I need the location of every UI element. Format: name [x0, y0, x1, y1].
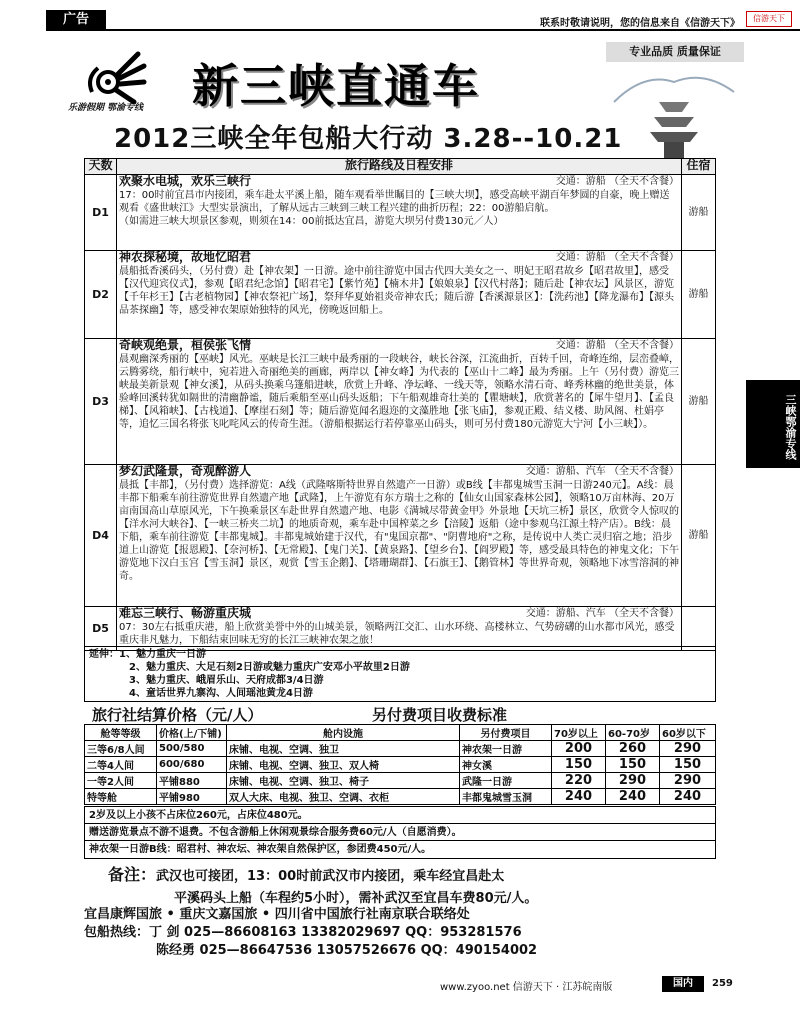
contact-block: [84, 906, 537, 960]
spiral-hand-logo-icon: [78, 48, 148, 106]
footer-section: 国内: [662, 976, 704, 992]
day-body: 晨船抵香溪码头，（另付费）赴【神农架】一日游。途中前往游览中国古代四大美女之一、明妃王昭君故乡【昭君故里】，感受【汉代迎宾仪式】，参观【昭君纪念馆】【昭君宅】【紫竹苑】【楠木井】【娘娘泉】【汉代村落】；随后赴【神农坛】风景区，游览【千年杉王】【古老植物园】【神农祭祀广场】，祭拜华夏始祖炎帝神农氏；随后游【香溪源景区】：【洗药池】【降龙瀑布】【源头品茶探幽】等，感受神农架原始独特的风光，傍晚返回船上。: [119, 266, 674, 316]
remark-label: 备注：: [108, 865, 157, 884]
day-body: 晨观幽深秀丽的【巫峡】风光。巫峡是长江三峡中最秀丽的一段峡谷，峡长谷深，江流曲折，百转千回，奇峰连绵，层峦叠嶂，云腾雾绕，船行峡中，宛若进入奇丽绝美的画廊，两岸以【神女峰】为代表的【巫山十二峰】最为秀丽。上午（另付费）游览三峡最美新景观【神女溪】，从码头换乘乌篷船进峡，欣赏上升峰、净坛峰、一线天等，领略水清石奇、峰秀林幽的绝世美景，体验峰回溪转犹如隔世的清幽静谧，随后乘船至巫山码头返船；下午船观雄奇壮美的【瞿塘峡】，欣赏著名的【犀牛望月】、【孟良梯】、【风箱峡】、【古栈道】、【摩崖石刻】等；随后游览闻名遐迩的文藻胜地【张飞庙】，参观正殿、结义楼、助风阁、杜娟亭等，追忆三国名将张飞叱咤风云的传奇生涯。（游船根据运行若停靠巫山码头，则可另付费180元游览大宁河【小三峡】）。: [119, 354, 679, 430]
day-stay: [682, 607, 716, 651]
main-title: 新三峡直通车: [192, 59, 480, 113]
price-60-70: 150: [606, 757, 660, 773]
price-under60: 150: [660, 757, 716, 773]
page-number: 259: [712, 978, 733, 989]
day-transport: 交通：游船、汽车 （全天不含餐）: [525, 608, 679, 619]
price-notes: [84, 806, 716, 859]
day-stay: 游船: [682, 339, 716, 465]
price-header: 70岁以上: [552, 725, 606, 741]
price-70plus: 200: [552, 741, 606, 757]
extension-item: 4、童话世界九寨沟、人间瑶池黄龙4日游: [129, 688, 313, 699]
day-stay: 游船: [682, 175, 716, 251]
price-header: 60岁以下: [660, 725, 716, 741]
ad-tag: 广告: [46, 10, 106, 30]
day-body: 07：30左右抵重庆港，船上欣赏美誉中外的山城美景，领略两江交汇、山水环绕、高楼林立、气势磅礴的山水都市风光，感受重庆非凡魅力，下船结束回味无穷的长江三峡神农架之旅！: [119, 622, 675, 646]
price-header: 舱内设施: [227, 725, 460, 741]
extension-item: 2、魅力重庆、大足石刻2日游或魅力重庆广安邓小平故里2日游: [129, 662, 410, 673]
day-title: 难忘三峡行、畅游重庆城: [119, 606, 252, 620]
cabin-facilities: 床铺、电视、空调、独卫、椅子: [227, 773, 460, 789]
price-header: 舱等等级: [85, 725, 157, 741]
price-row: [85, 741, 716, 757]
price-60-70: 290: [606, 773, 660, 789]
quality-badge: 专业品质 质量保证: [606, 42, 744, 62]
slogan: 乐游假期 鄂渝专线: [68, 103, 144, 113]
side-tab: 三峡鄂渝专线: [746, 380, 800, 468]
header-note: 联系时敬请说明，您的信息来自《信游天下》: [540, 18, 740, 29]
price-60-70: 240: [606, 789, 660, 805]
extra-item: 神女溪: [460, 757, 552, 773]
day-transport: 交通：游船 （全天不含餐）: [555, 176, 679, 187]
note-line: 2岁及以上小孩不占床位260元，占床位480元。: [85, 807, 715, 824]
itinerary-table: [84, 158, 716, 651]
day-title: 奇峡观绝景，桓侯张飞情: [119, 338, 252, 352]
day-desc: [117, 175, 682, 251]
hotline: 陈经勇 025—86647536 13057526676 QQ：490154002: [156, 943, 538, 958]
price-row: [85, 757, 716, 773]
extension-item: 延伸：1、魅力重庆一日游: [89, 649, 206, 660]
price-header: 另付费项目: [460, 725, 552, 741]
extension-item: 3、魅力重庆、峨眉乐山、天府成都3/4日游: [129, 675, 324, 686]
cabin-price: 平铺880: [157, 773, 227, 789]
cabin-price: 500/580: [157, 741, 227, 757]
note-line: 赠送游览景点不游不退费。不包含游船上休闲观景综合服务费60元/人（自愿消费）。: [85, 824, 715, 841]
price-table: [84, 724, 716, 805]
day-title: 神农探秘境，故地忆昭君: [119, 250, 252, 264]
day-stay: 游船: [682, 465, 716, 607]
price-70plus: 150: [552, 757, 606, 773]
price-header: 60-70岁: [606, 725, 660, 741]
day-title: 梦幻武隆景，奇观醉游人: [119, 464, 252, 478]
cabin-class: 二等4人间: [85, 757, 157, 773]
day-transport: 交通：游船 （全天不含餐）: [555, 340, 679, 351]
price-under60: 290: [660, 773, 716, 789]
col-stay: 住宿: [682, 159, 716, 175]
day-title: 欢聚水电城，欢乐三峡行: [119, 174, 252, 188]
remark-block: [108, 864, 537, 910]
extension-tours: [84, 646, 716, 702]
extra-item: 武隆一日游: [460, 773, 552, 789]
price-row: [85, 773, 716, 789]
cabin-class: 特等舱: [85, 789, 157, 805]
extra-item: 神农架一日游: [460, 741, 552, 757]
extra-item: 丰都鬼城雪玉洞: [460, 789, 552, 805]
day-desc: [117, 465, 682, 607]
remark-line: 平溪码头上船（车程约5小时），需补武汉至宜昌车费80元/人。: [174, 891, 538, 906]
day-stay: 游船: [682, 251, 716, 339]
day-label: D2: [85, 251, 117, 339]
day-body: 晨抵【丰都】，（另付费）选择游览：A线（武隆喀斯特世界自然遗产一日游）或B线【丰都鬼城雪玉洞一日游240元】。A线：晨丰都下船乘车前往游览世界自然遗产地【武隆】，上午游览有东方瑞士之称的【仙女山国家森林公园】，领略10万亩林海、20万亩南国高山草原风光，下午换乘景区车赴世界自然遗产地、电影《满城尽带黄金甲》外景地【天坑三桥】景区，欣赏令人惊叹的【洋水河大峡谷】、【一峡三桥夹二坑】的地质奇观，乘车赴中国榨菜之乡【涪陵】返船（途中参观乌江源土特产店）。B线：晨下船，乘车前往游览【丰都鬼城】。丰都鬼城始建于汉代，有"鬼国京都"、"阴曹地府"之称，是传说中人类亡灵归宿之地；沿步道上山游览【报恩殿】、【奈河桥】、【无常殿】、【鬼门关】、【黄泉路】、【望乡台】、【阎罗殿】等，感受最具特色的神鬼文化；下午游览地下汉白玉宫【雪玉洞】景区，观赏【雪玉企鹅】、【塔珊瑚群】、【石旗王】、【鹅管林】等世界奇观，领略地下冰雪溶洞的神奇。: [119, 480, 679, 582]
price-60-70: 260: [606, 741, 660, 757]
day-desc: [117, 607, 682, 651]
cabin-facilities: 床铺、电视、空调、独卫: [227, 741, 460, 757]
pagoda-icon: [604, 62, 744, 172]
col-day: 天数: [85, 159, 117, 175]
price-row: [85, 789, 716, 805]
cabin-class: 一等2人间: [85, 773, 157, 789]
cabin-class: 三等6/8人间: [85, 741, 157, 757]
cabin-price: 600/680: [157, 757, 227, 773]
agencies: 宜昌康辉国旅 • 重庆文嘉国旅 • 四川省中国旅行社南京联合联络处: [84, 907, 470, 922]
hotline: 包船热线：丁 剑 025—86608163 13382029697 QQ：953281576: [84, 925, 522, 940]
footer-site: www.zyoo.net 信游天下 · 江苏皖南版: [440, 982, 613, 993]
price-section-title: 旅行社结算价格（元/人）: [92, 706, 263, 724]
day-desc: [117, 339, 682, 465]
remark-line: 武汉也可接团，13：00时前武汉市内接团，乘车经宜昌赴太: [156, 869, 505, 884]
day-label: D5: [85, 607, 117, 651]
day-transport: 交通：游船、汽车 （全天不含餐）: [525, 466, 679, 477]
day-label: D4: [85, 465, 117, 607]
day-label: D1: [85, 175, 117, 251]
day-label: D3: [85, 339, 117, 465]
price-header: 价格(上/下铺): [157, 725, 227, 741]
day-transport: 交通：游船 （全天不含餐）: [555, 252, 679, 263]
price-70plus: 240: [552, 789, 606, 805]
cabin-price: 平铺980: [157, 789, 227, 805]
cabin-facilities: 床铺、电视、空调、独卫、双人椅: [227, 757, 460, 773]
publication-logo: 信游天下: [746, 11, 792, 27]
subtitle: 2012三峡全年包船大行动 3.28--10.21: [114, 124, 623, 154]
price-under60: 240: [660, 789, 716, 805]
note-line: 神农架一日游B线：昭君村、神农坛、神农架自然保护区，参团费450元/人。: [89, 844, 432, 855]
day-body: 17：00时前宜昌市内接团，乘车赴太平溪上船，随车观看举世瞩目的【三峡大坝】，感受高峡平湖百年梦圆的自豪，晚上赠送观看《盛世峡江》大型实景演出，了解从远古三峡到三峡工程兴建的曲折历程；22：00游船启航。 （如需进三峡大坝景区参观，则须在14：00前抵达宜昌，游览大坝另付费130元／人）: [119, 190, 670, 227]
price-70plus: 220: [552, 773, 606, 789]
day-desc: [117, 251, 682, 339]
extra-fee-section-title: 另付费项目收费标准: [372, 706, 508, 724]
cabin-facilities: 双人大床、电视、独卫、空调、衣柜: [227, 789, 460, 805]
price-under60: 290: [660, 741, 716, 757]
col-route: 旅行路线及日程安排: [117, 159, 682, 175]
